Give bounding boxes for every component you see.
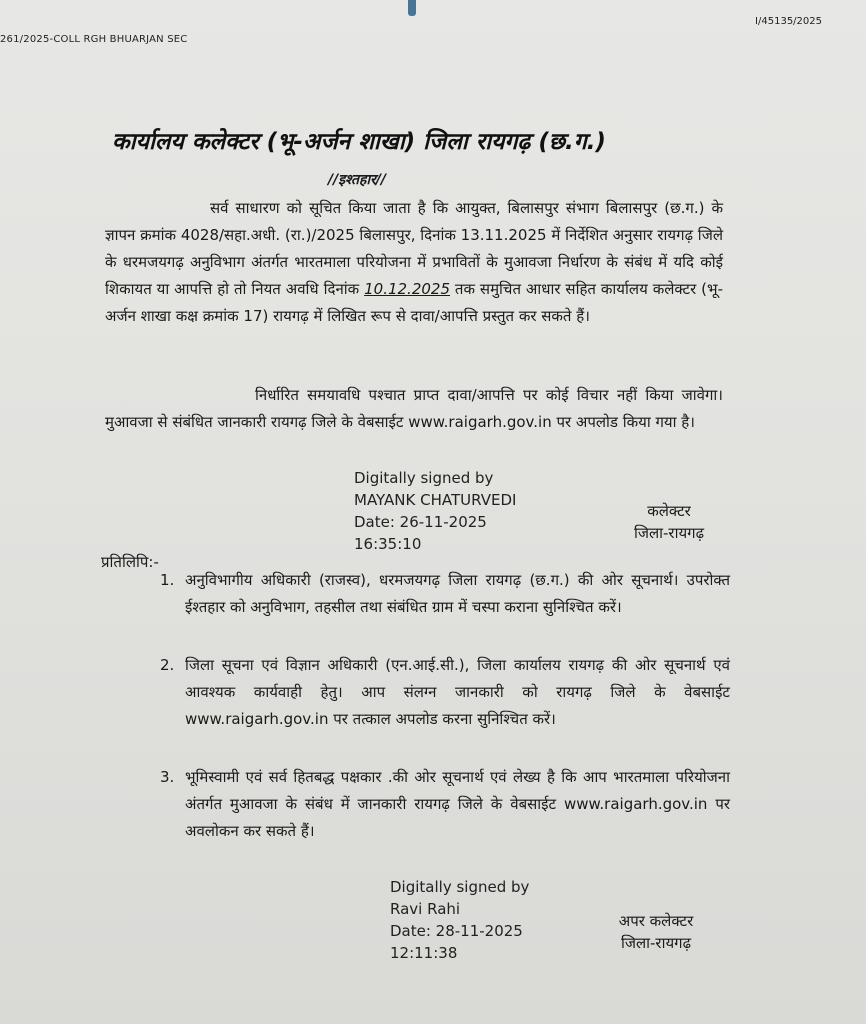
office-title: कार्यालय कलेक्टर (भू-अर्जन शाखा) जिला रायगढ़ (छ.ग.): [112, 129, 606, 155]
file-reference-left: 261/2025-COLL RGH BHUARJAN SEC: [0, 34, 188, 45]
designation-1-district: जिला-रायगढ़: [633, 524, 705, 542]
digital-signature-1: [354, 467, 516, 555]
signature-2-name: Ravi Rahi: [390, 900, 461, 918]
signature-2-date: Date: 28-11-2025: [390, 922, 523, 940]
digital-signature-2: [390, 876, 529, 964]
file-reference-right: I/45135/2025: [755, 16, 822, 27]
notice-heading: //इश्तहार//: [328, 172, 387, 188]
copy-to-item: [160, 567, 730, 621]
copy-item-text: अनुविभागीय अधिकारी (राजस्व), धरमजयगढ़ जिला रायगढ़ (छ.ग.) की ओर सूचनार्थ। उपरोक्त ईश्तहार को अनुविभाग, तहसील तथा संबंधित ग्राम में चस्पा कराना सुनिश्चित करें।: [185, 571, 730, 616]
signature-2-label: Digitally signed by: [390, 878, 530, 896]
copy-to-item: [160, 764, 730, 845]
signature-1-date: Date: 26-11-2025: [354, 513, 487, 531]
binder-pin-mark: [408, 0, 416, 16]
copy-item-text: भूमिस्वामी एवं सर्व हितबद्ध पक्षकार .की ओर सूचनार्थ एवं लेख्य है कि आप भारतमाला परियोजना अंतर्गत मुआवजा के संबंध में जानकारी रायगढ़ जिले के वेबसाईट www.raigarh.gov.in पर अवलोकन कर सकते हैं।: [185, 768, 730, 840]
designation-2-district: जिला-रायगढ़: [620, 934, 692, 952]
signature-1-time: 16:35:10: [354, 535, 422, 553]
designation-1-title: कलेक्टर: [647, 502, 691, 520]
copy-item-text: जिला सूचना एवं विज्ञान अधिकारी (एन.आई.सी.), जिला कार्यालय रायगढ़ की ओर सूचनार्थ एवं आवश्यक कार्यवाही हेतु। आप संलग्न जानकारी को रायगढ़ जिले के वेबसाईट www.raigarh.gov.in पर तत्काल अपलोड करना सुनिश्चित करें।: [185, 656, 730, 728]
notice-paragraph-1: [105, 195, 723, 330]
copy-item-number: 3.: [160, 768, 175, 786]
deadline-date: 10.12.2025: [364, 280, 450, 298]
copy-to-label: प्रतिलिपि:-: [101, 553, 159, 571]
signature-2-time: 12:11:38: [390, 944, 458, 962]
paragraph-1-text-after: तक समुचित आधार सहित कार्यालय कलेक्टर (भू-अर्जन शाखा कक्ष क्रमांक 17) रायगढ़ में लिखित रूप से दावा/आपत्ति प्रस्तुत कर सकते हैं।: [105, 280, 723, 325]
designation-2-title: अपर कलेक्टर: [618, 912, 694, 930]
paragraph-1-text-before: सर्व साधारण को सूचित किया जाता है कि आयुक्त, बिलासपुर संभाग बिलासपुर (छ.ग.) के ज्ञापन क्रमांक 4028/सहा.अधी. (रा.)/2025 बिलासपुर, दिनांक 13.11.2025 में निर्देशित अनुसार रायगढ़ जिले के धरमजयगढ़ अनुविभाग अंतर्गत भारतमाला परियोजना में प्रभावितों के मुआवजा निर्धारण के संबंध में यदि कोई शिकायत या आपत्ति हो तो नियत अवधि दिनांक: [105, 199, 723, 298]
notice-paragraph-2: निर्धारित समयावधि पश्चात प्राप्त दावा/आपत्ति पर कोई विचार नहीं किया जावेगा। मुआवजा से संबंधित जानकारी रायगढ़ जिले के वेबसाईट www.raigarh.gov.in पर अपलोड किया गया है।: [105, 386, 723, 431]
signature-1-name: MAYANK CHATURVEDI: [354, 491, 517, 509]
copy-item-number: 1.: [160, 571, 175, 589]
signature-1-label: Digitally signed by: [354, 469, 494, 487]
designation-additional-collector: [596, 910, 716, 954]
copy-item-number: 2.: [160, 656, 175, 674]
designation-collector: [615, 500, 723, 544]
copy-to-item: [160, 652, 730, 733]
